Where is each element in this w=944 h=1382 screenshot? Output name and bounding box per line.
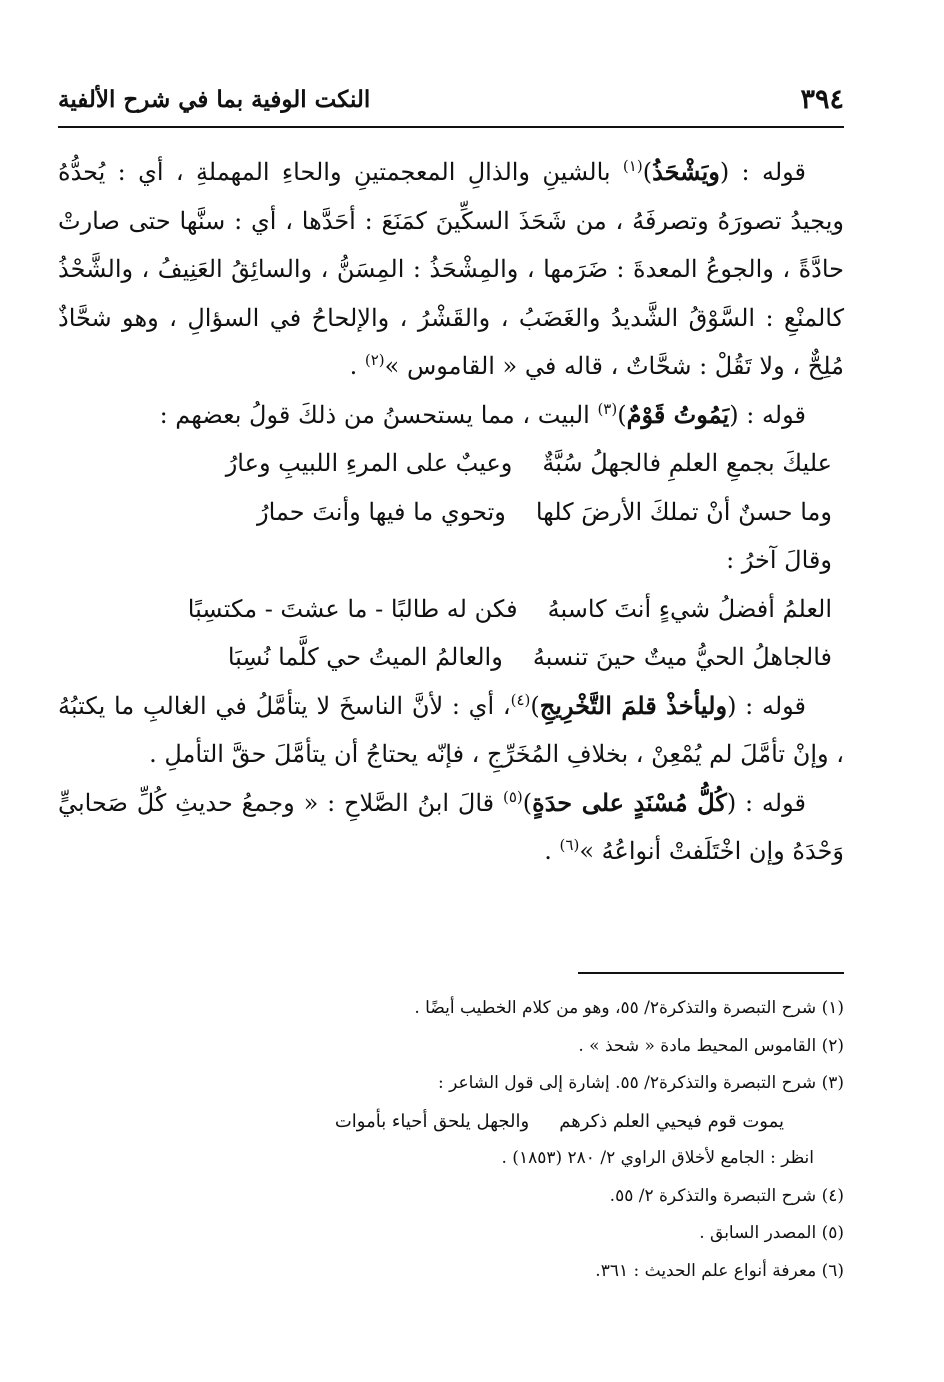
paragraph-end: . [349,352,365,380]
verse-second-hemistich: والجهل يلحق أحياء بأموات [334,1110,530,1132]
running-title: النكت الوفية بما في شرح الألفية [58,86,371,113]
paragraph-text: قالَ ابنُ الصَّلاحِ : « وجمعُ حديثِ كُلِّ صَحابيٍّ وَحْدَهُ وإن اخْتَلَفتْ أنواعُهُ » [58,788,844,865]
verse-first-hemistich: العلمُ أفضلُ شيءٍ أنتَ كاسبهُ [547,594,832,623]
footnote-ref: (٤) [510,690,531,709]
paragraph-text: البيت ، مما يستحسنُ من ذلكَ قولُ بعضهم : [159,400,598,429]
footnote-divider [578,972,844,974]
quote-close: ) [522,788,533,817]
verse-second-hemistich: وعيبٌ على المرءِ اللبيبِ وعارُ [225,449,513,477]
footnote-2: (٢) القاموس المحيط مادة « شحذ » . [578,1035,844,1056]
lemma: ويَشْحَذُ [652,157,720,186]
quote-close: ) [530,691,540,720]
verse-line [58,439,844,488]
verse-line [58,488,844,537]
quote-close: ) [617,400,627,429]
footnote-3-continuation: انظر : الجامع لأخلاق الراوي ٢/ ٢٨٠ (١٨٥٣) . [501,1148,814,1168]
another-poet-label: وقالَ آخرُ : [726,546,832,574]
page-number: ٣٩٤ [800,84,844,115]
paragraph-end: . [544,837,560,865]
verse-first-hemistich: يموت قوم فيحيي العلم ذكرهم [559,1110,784,1132]
footnote-5: (٥) المصدر السابق . [699,1223,844,1243]
footnotes [58,990,844,1290]
footnote-ref: (٦) [559,836,580,854]
verse-first-hemistich: وما حسنٌ أنْ تملكَ الأرضَ كلها [535,497,832,526]
verse-first-hemistich: عليكَ بجمعِ العلمِ فالجهلُ سُبَّةٌ [542,449,832,477]
verse-line [58,633,844,682]
page-header [58,80,844,128]
footnote-3-verse [58,1103,844,1141]
quote-close: ) [642,158,653,186]
quote-intro: قوله : ( [727,691,807,720]
verse-second-hemistich: فكن له طالبًا - ما عشتَ - مكتسِبًا [187,594,518,623]
footnote-4: (٤) شرح التبصرة والتذكرة ٢/ ٥٥. [609,1185,844,1206]
footnote-ref: (١) [622,157,643,175]
book-page [58,0,844,1382]
verse-second-hemistich: وتحوي ما فيها وأنتَ حمارُ [257,497,506,526]
footnote-3: (٣) شرح التبصرة والتذكرة٢/ ٥٥. إشارة إلى قول الشاعر : [437,1073,844,1093]
verse-second-hemistich: والعالمُ الميتُ حي كلَّما نُسِبَا [227,643,503,671]
lemma: وليأخذْ قلمَ التَّخْرِيجِ [539,690,728,720]
lemma: يَمُوتُ قَوْمٌ [626,399,730,429]
paragraph-text: بالشينِ والذالِ المعجمتينِ والحاءِ المهملةِ ، أي : يُحدُّهُ ويجيدُ تصورَهُ وتصرفَهُ ، من شَحَذَ السكِّينَ كمَنَعَ : أحَدَّها ، أي : سنَّها حتى صارتْ حادَّةً ، والجوعُ المعدةَ : ضَرَمها ، والمِشْحَذُ : المِسَنُّ ، والسائِقُ العَنِيفُ ، والشَّحْذُ كالمنْعِ : السَّوْقُ الشَّديدُ والغَضَبُ ، والقَشْرُ ، والإلحاحُ في السؤالِ ، وهو شحَّاذٌ مُلِحٌّ ، ولا تَقُلْ : شحَّاتٌ ، قاله في « القاموس » [58,158,844,380]
paragraph-2 [58,391,844,440]
lemma: كُلُّ مُسْنَدٍ على حدَةٍ [532,787,727,817]
verse-first-hemistich: فالجاهلُ الحيُّ ميتٌ حينَ تنسبهُ [532,643,832,671]
quote-intro: قوله : ( [719,158,806,186]
quote-intro: قوله : ( [726,788,806,817]
verse-line [58,585,844,634]
paragraph-3 [58,682,844,779]
footnote-ref: (٥) [502,787,523,806]
main-text [58,148,844,876]
footnote-6: (٦) معرفة أنواع علم الحديث : ٣٦١. [595,1260,844,1281]
paragraph-1 [58,148,844,391]
footnote-ref: (٣) [597,399,618,418]
quote-intro: قوله : ( [729,400,806,429]
paragraph-text: ، أي : لأنَّ الناسخَ لا يتأمَّلُ في الغالبِ ما يكتبُهُ ، وإنْ تأمَّلَ لم يُمْعِنْ ، بخلافِ المُخَرِّجِ ، فإنّه يحتاجُ أن يتأمَّلَ حقَّ التأملِ . [58,691,844,768]
paragraph-4 [58,779,844,876]
footnote-ref: (٢) [364,351,385,369]
footnote-1: (١) شرح التبصرة والتذكرة٢/ ٥٥، وهو من كلام الخطيب أيضًا . [414,998,844,1018]
